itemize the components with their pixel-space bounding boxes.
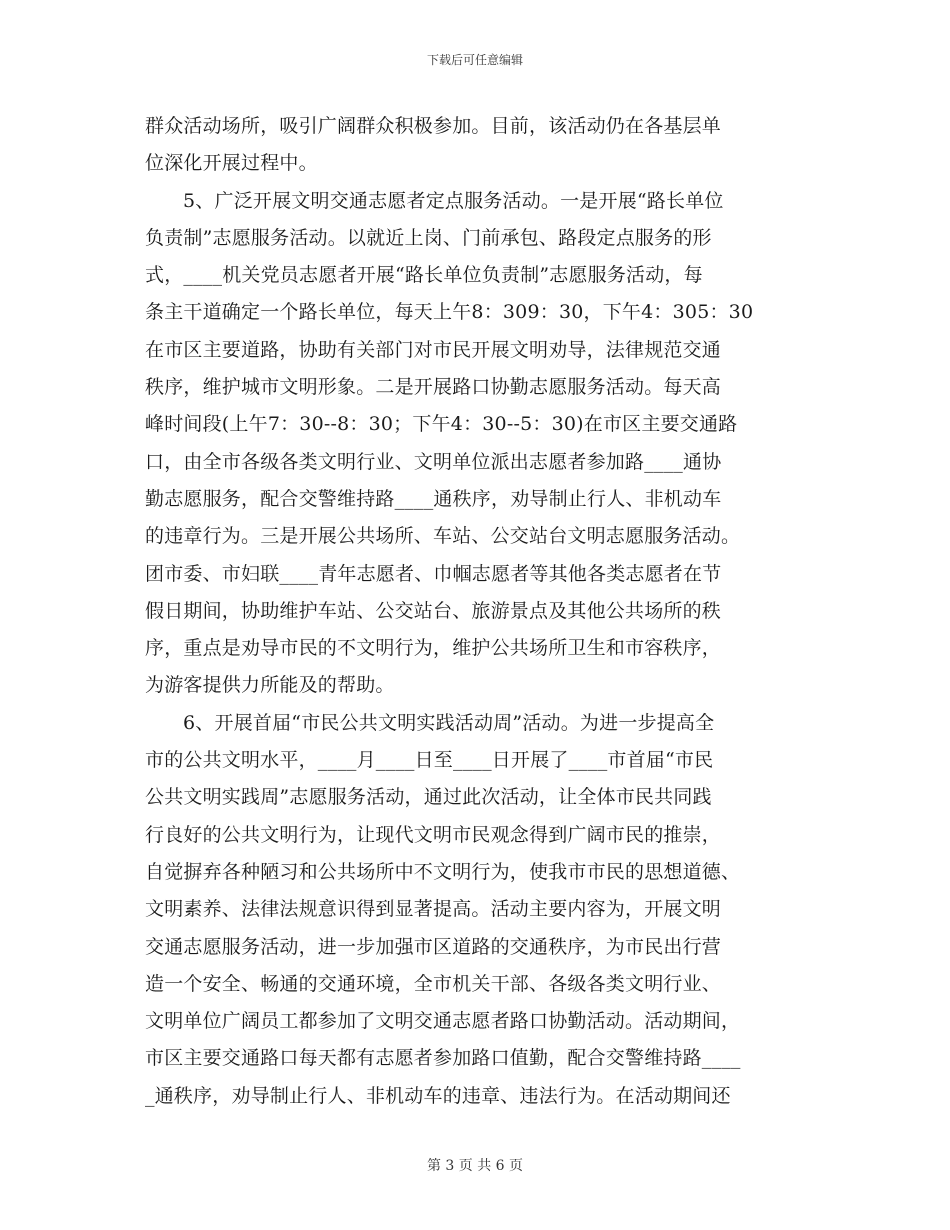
text-line: 负责制”志愿服务活动。以就近上岗、门前承包、路段定点服务的形 <box>145 226 712 249</box>
text-line: 秩序，维护城市文明形象。二是开展路口协勤志愿服务活动。每天高 <box>145 376 722 399</box>
text-line: 5、广泛开展文明交通志愿者定点服务活动。一是开展“路长单位 <box>183 189 724 212</box>
text-line: 的违章行为。三是开展公共场所、车站、公交站台文明志愿服务活动。 <box>145 525 741 548</box>
text-line: _通秩序，劝导制止行人、非机动车的违章、违法行为。在活动期间还 <box>145 1084 731 1107</box>
text-line: 造一个安全、畅通的交通环境，全市机关干部、各级各类文明行业、 <box>145 972 722 995</box>
text-line: 6、开展首届“市民公共文明实践活动周”活动。为进一步提高全 <box>183 711 715 734</box>
text-line: 式，____机关党员志愿者开展“路长单位负责制”志愿服务活动，每 <box>145 264 703 287</box>
text-line: 位深化开展过程中。 <box>145 152 318 175</box>
text-line: 文明素养、法律法规意识得到显著提高。活动主要内容为，开展文明 <box>145 898 722 921</box>
text-line: 假日期间，协助维护车站、公交站台、旅游景点及其他公共场所的秩 <box>145 599 722 622</box>
text-line: 序，重点是劝导市民的不文明行为，维护公共场所卫生和市容秩序， <box>145 637 722 660</box>
document-body <box>145 108 807 1115</box>
text-line: 为游客提供力所能及的帮助。 <box>145 674 395 697</box>
text-line: 市区主要交通路口每天都有志愿者参加路口值勤，配合交警维持路____ <box>145 1047 741 1070</box>
text-line: 交通志愿服务活动，进一步加强市区道路的交通秩序，为市民出行营 <box>145 935 722 958</box>
text-line: 市的公共文明水平，____月____日至____日开展了____市首届“市民 <box>145 749 714 772</box>
text-line: 勤志愿服务，配合交警维持路____通秩序，劝导制止行人、非机动车 <box>145 487 722 510</box>
text-line: 条主干道确定一个路长单位，每天上午8：309：30，下午4：305：30 <box>145 301 754 324</box>
text-line: 群众活动场所，吸引广阔群众积极参加。目前，该活动仍在各基层单 <box>145 115 722 137</box>
text-line: 自觉摒弃各种陋习和公共场所中不文明行为，使我市市民的思想道德、 <box>145 860 741 883</box>
text-line: 文明单位广阔员工都参加了文明交通志愿者路口协勤活动。活动期间， <box>145 1010 741 1033</box>
page-footer: 第 3 页 共 6 页 <box>426 1158 524 1174</box>
text-line: 峰时间段(上午7：30--8：30；下午4：30--5：30)在市区主要交通路 <box>145 413 738 436</box>
text-line: 在市区主要道路，协助有关部门对市民开展文明劝导，法律规范交通 <box>145 338 722 361</box>
page-header: 下载后可任意编辑 <box>426 53 523 67</box>
text-line: 公共文明实践周”志愿服务活动，通过此次活动，让全体市民共同践 <box>145 786 712 809</box>
text-line: 团市委、市妇联____青年志愿者、巾帼志愿者等其他各类志愿者在节 <box>145 562 722 585</box>
text-line: 口，由全市各级各类文明行业、文明单位派出志愿者参加路____通协 <box>145 450 722 473</box>
text-line: 行良好的公共文明行为，让现代文明市民观念得到广阔市民的推崇， <box>145 823 722 846</box>
